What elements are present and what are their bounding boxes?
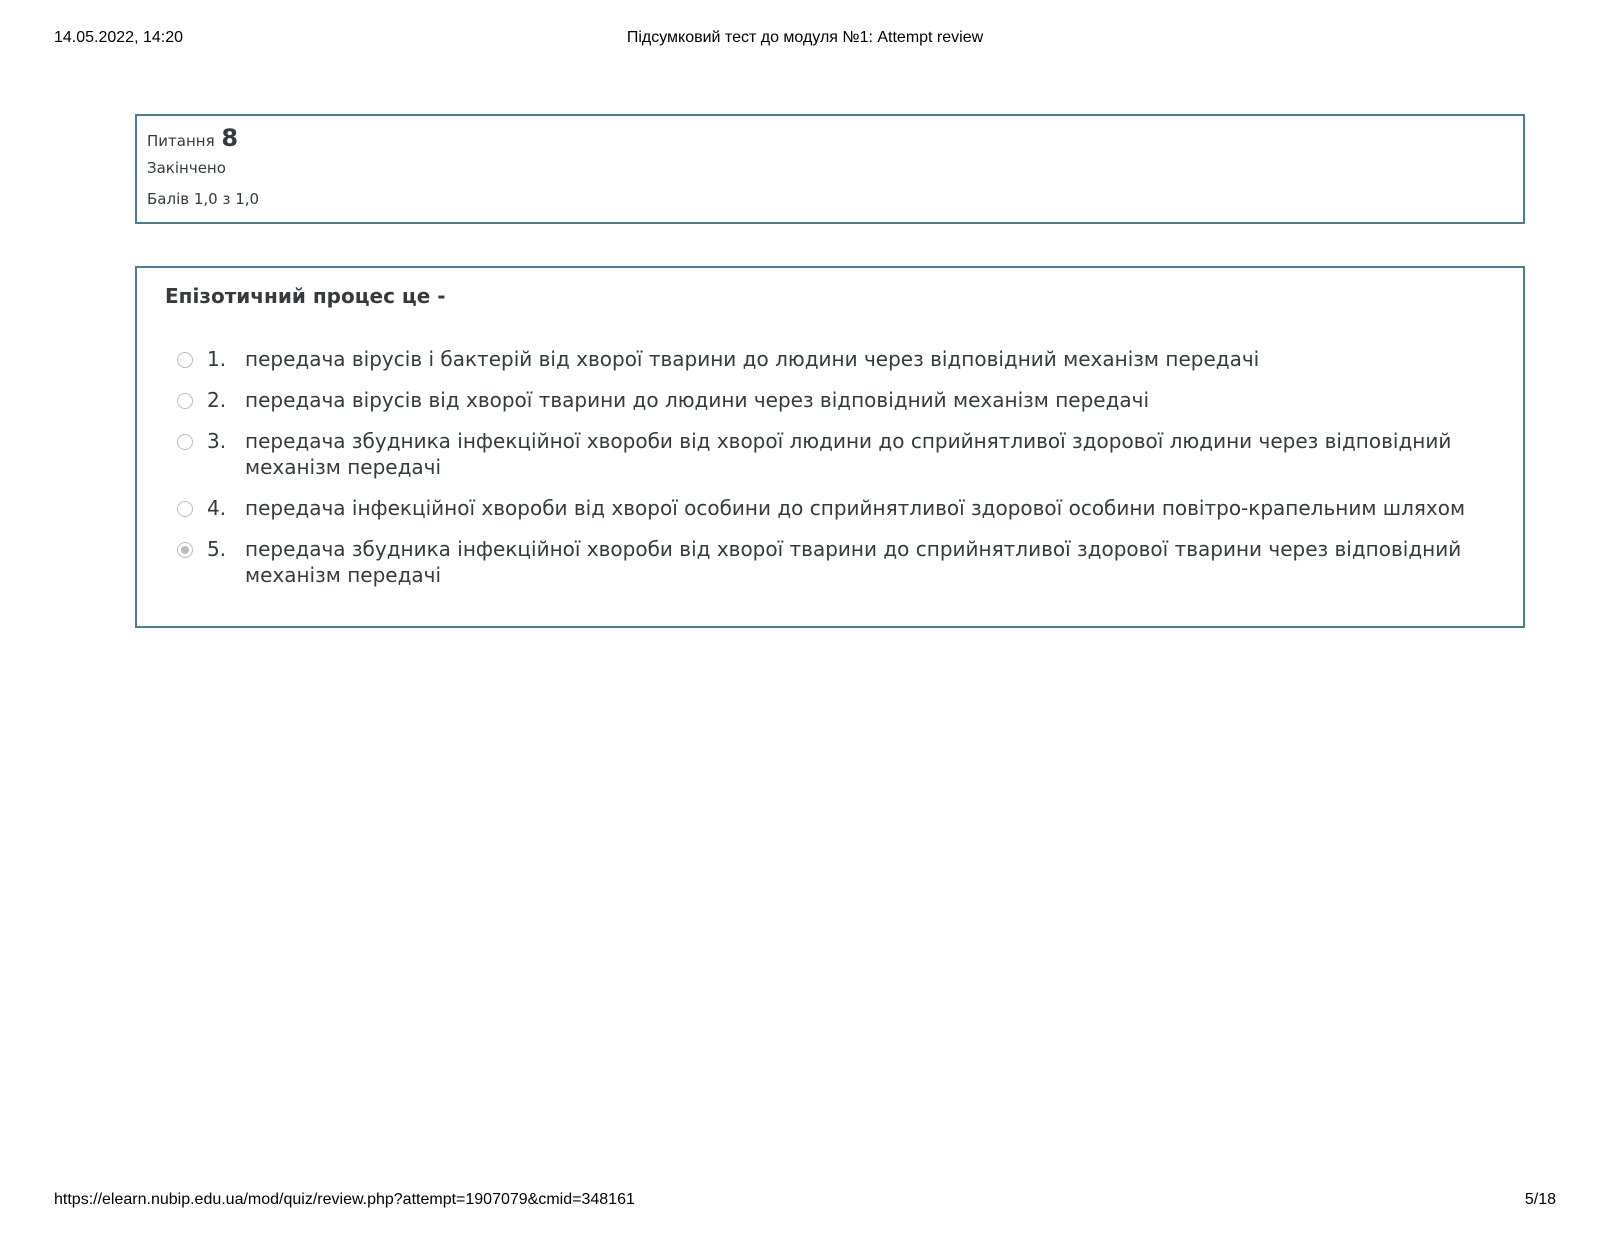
question-label: Питання [147, 132, 215, 150]
answer-number: 3. [207, 429, 227, 453]
radio-button-4[interactable] [177, 501, 193, 517]
answer-text: передача вірусів і бактерій від хворої тварини до людини через відповідний механізм передачі [245, 347, 1260, 371]
answer-number: 1. [207, 347, 227, 371]
radio-button-2[interactable] [177, 393, 193, 409]
question-text: Епізотичний процес це - [165, 284, 446, 308]
print-footer [54, 1191, 1556, 1211]
print-page-title: Підсумковий тест до модуля №1: Attempt review [626, 29, 984, 46]
question-grade: Балів 1,0 з 1,0 [147, 190, 260, 208]
radio-button-1[interactable] [177, 352, 193, 368]
question-number-line [147, 124, 1513, 150]
answer-text: передача інфекційної хвороби від хворої особини до сприйнятливої здорової особини повітро-крапельним шляхом [245, 496, 1466, 520]
question-content-box [135, 266, 1525, 628]
radio-button-5[interactable] [177, 542, 193, 558]
question-state: Закінчено [147, 159, 226, 177]
print-header [54, 29, 1556, 49]
answer-option-4 [165, 495, 1495, 521]
print-page-number: 5/18 [1524, 1191, 1556, 1208]
answer-number: 5. [207, 537, 227, 561]
answer-number: 4. [207, 496, 227, 520]
answer-list [165, 346, 1495, 588]
answer-option-3 [165, 428, 1495, 480]
answer-number: 2. [207, 388, 227, 412]
print-url: https://elearn.nubip.edu.ua/mod/quiz/review.php?attempt=1907079&cmid=348161 [54, 1191, 635, 1208]
answer-text: передача вірусів від хворої тварини до людини через відповідний механізм передачі [245, 388, 1150, 412]
question-number: 8 [221, 124, 239, 152]
answer-option-5 [165, 536, 1495, 588]
question-info-box [135, 114, 1525, 224]
radio-button-3[interactable] [177, 434, 193, 450]
print-datetime: 14.05.2022, 14:20 [54, 29, 184, 46]
answer-option-2 [165, 387, 1495, 413]
answer-text: передача збудника інфекційної хвороби від хворої тварини до сприйнятливої здорової тварини через відповідний механізм передачі [245, 537, 1462, 587]
answer-option-1 [165, 346, 1495, 372]
answer-text: передача збудника інфекційної хвороби від хворої людини до сприйнятливої здорової людини через відповідний механізм передачі [245, 429, 1452, 479]
